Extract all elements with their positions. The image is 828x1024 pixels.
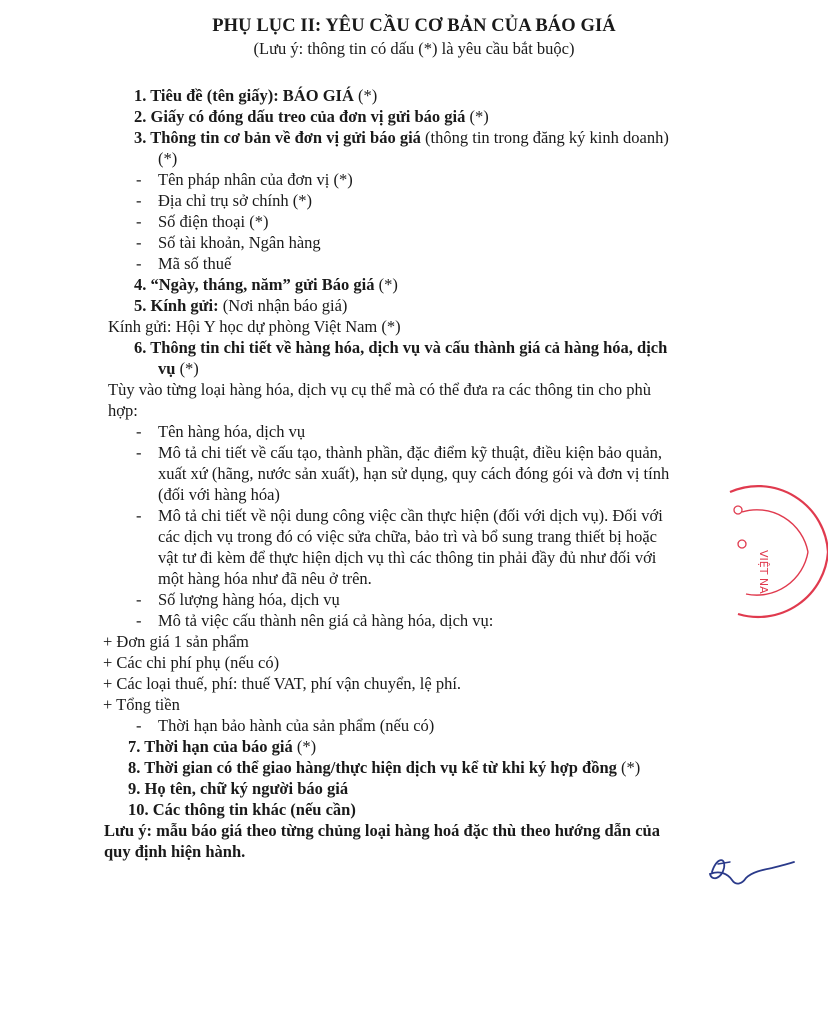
list-item-8: 8. Thời gian có thể giao hàng/thực hiện dịch vụ kể từ khi ký hợp đồng (*) <box>128 758 641 777</box>
sub-item-cont: các dịch vụ trong đó có việc sửa chữa, bảo trì và bổ sung trang thiết bị hoặc <box>158 527 657 546</box>
sub-item: - Mô tả chi tiết về nội dung công việc cần thực hiện (đối với dịch vụ). Đối với <box>136 506 663 525</box>
plus-item: + Đơn giá 1 sản phẩm <box>103 632 249 651</box>
sub-item: - Số điện thoại (*) <box>136 212 269 231</box>
sub-item: - Mô tả việc cấu thành nên giá cả hàng hóa, dịch vụ: <box>136 611 494 630</box>
list-item-6: 6. Thông tin chi tiết về hàng hóa, dịch vụ và cấu thành giá cả hàng hóa, dịch <box>134 338 668 357</box>
sub-item: - Địa chỉ trụ sở chính (*) <box>136 191 312 210</box>
list-item-6-cont: vụ (*) <box>158 359 199 378</box>
sub-item: - Mô tả chi tiết về cấu tạo, thành phần, đặc điểm kỹ thuật, điều kiện bảo quản, <box>136 443 663 462</box>
list-item-3-cont: (*) <box>158 149 178 168</box>
stamp-text: VIỆT NA <box>757 550 770 594</box>
list-item-10: 10. Các thông tin khác (nếu cần) <box>128 800 356 819</box>
paragraph: hợp: <box>108 401 138 420</box>
plus-item: + Tổng tiền <box>103 695 180 714</box>
sub-item-cont: xuất xứ (hãng, nước sản xuất), hạn sử dụng, quy cách đóng gói và đơn vị tính <box>158 464 670 483</box>
signature-icon <box>702 848 798 892</box>
list-item-7: 7. Thời hạn của báo giá (*) <box>128 737 317 756</box>
page-title: PHỤ LỤC II: YÊU CẦU CƠ BẢN CỦA BÁO GIÁ <box>212 16 616 36</box>
sub-item-cont: vật tư đi kèm để thực hiện dịch vụ thì các thông tin phải đầy đủ như đối với <box>158 548 657 567</box>
note-line: quy định hiện hành. <box>104 842 246 861</box>
sub-item: - Thời hạn bảo hành của sản phẩm (nếu có) <box>136 716 435 735</box>
stamp-seal-icon <box>716 482 828 622</box>
sub-item: - Mã số thuế <box>136 254 232 273</box>
recipient-line: Kính gửi: Hội Y học dự phòng Việt Nam (*) <box>108 317 401 336</box>
list-item-2: 2. Giấy có đóng dấu treo của đơn vị gửi báo giá (*) <box>134 107 489 126</box>
note-line: Lưu ý: mẫu báo giá theo từng chủng loại hàng hoá đặc thù theo hướng dẫn của <box>104 821 660 840</box>
plus-item: + Các loại thuế, phí: thuế VAT, phí vận chuyển, lệ phí. <box>103 674 462 693</box>
sub-item: - Tên hàng hóa, dịch vụ <box>136 422 306 441</box>
list-item-4: 4. “Ngày, tháng, năm” gửi Báo giá (*) <box>134 275 398 294</box>
list-item-9: 9. Họ tên, chữ ký người báo giá <box>128 779 349 798</box>
sub-item-cont: một hàng hóa như đã nêu ở trên. <box>158 569 372 588</box>
list-item-3: 3. Thông tin cơ bản về đơn vị gửi báo giá (thông tin trong đăng ký kinh doanh) <box>134 128 669 147</box>
sub-item: - Số lượng hàng hóa, dịch vụ <box>136 590 340 609</box>
list-item-1: 1. Tiêu đề (tên giấy): BÁO GIÁ (*) <box>134 86 378 105</box>
paragraph: Tùy vào từng loại hàng hóa, dịch vụ cụ thể mà có thể đưa ra các thông tin cho phù <box>108 380 651 399</box>
list-item-5: 5. Kính gửi: (Nơi nhận báo giá) <box>134 296 348 315</box>
sub-item: - Số tài khoản, Ngân hàng <box>136 233 321 252</box>
sub-item: - Tên pháp nhân của đơn vị (*) <box>136 170 353 189</box>
page-subtitle: (Lưu ý: thông tin có dấu (*) là yêu cầu bắt buộc) <box>253 39 575 58</box>
plus-item: + Các chi phí phụ (nếu có) <box>103 653 280 672</box>
sub-item-cont: (đối với hàng hóa) <box>158 485 280 504</box>
